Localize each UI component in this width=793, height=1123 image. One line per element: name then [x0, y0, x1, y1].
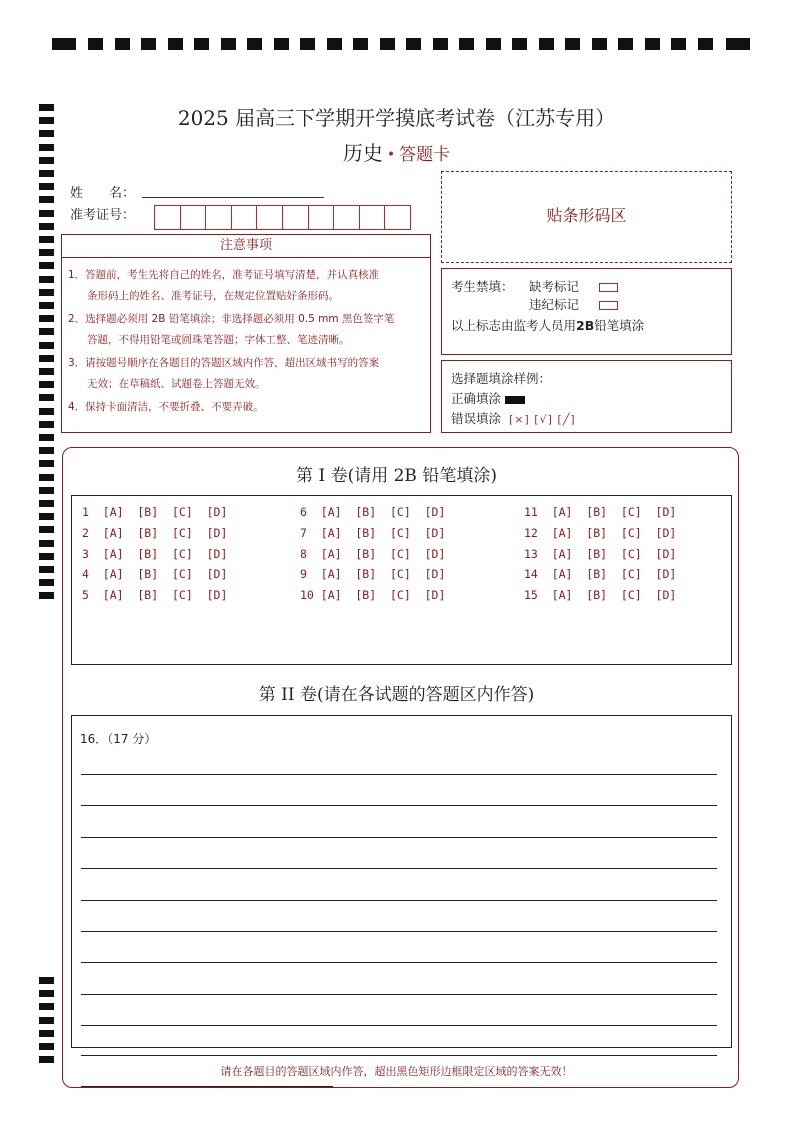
timing-block — [39, 526, 54, 533]
writing-line — [81, 1025, 717, 1026]
q16-answer-box[interactable] — [71, 715, 732, 1048]
name-field[interactable] — [142, 197, 324, 198]
id-digit-box[interactable] — [333, 205, 360, 230]
timing-block — [39, 196, 54, 203]
writing-line — [81, 900, 717, 901]
timing-block — [327, 38, 342, 50]
timing-marks-top — [52, 38, 750, 50]
timing-block — [39, 170, 54, 177]
sample-title: 选择题填涂样例： — [451, 371, 552, 386]
q16-label: 16．（17 分） — [80, 732, 157, 746]
absent-mark-row — [529, 277, 618, 295]
timing-block — [141, 38, 156, 50]
timing-block — [39, 223, 54, 230]
correct-fill-label: 正确填涂 — [451, 391, 502, 406]
timing-block — [39, 315, 54, 322]
timing-block — [39, 368, 54, 375]
writing-line — [81, 837, 717, 838]
wrong-fill-marks: [×] [√] [╱] — [509, 413, 576, 426]
choice-question-row[interactable]: 2 [A] [B] [C] [D] — [82, 525, 228, 540]
timing-block — [39, 434, 54, 441]
violation-mark-row — [529, 295, 618, 313]
timing-block — [459, 38, 474, 50]
violation-label: 违纪标记 — [529, 297, 580, 312]
timing-block — [380, 38, 395, 50]
timing-block — [39, 977, 54, 984]
id-digit-box[interactable] — [231, 205, 258, 230]
choice-question-row[interactable]: 13 [A] [B] [C] [D] — [524, 546, 677, 561]
timing-block — [39, 487, 54, 494]
timing-block — [39, 394, 54, 401]
timing-block — [39, 566, 54, 573]
id-label: 准考证号： — [70, 208, 136, 223]
timing-block — [39, 381, 54, 388]
timing-block — [52, 38, 76, 50]
timing-block — [39, 249, 54, 256]
timing-block — [39, 276, 54, 283]
choice-question-row[interactable]: 9 [A] [B] [C] [D] — [300, 567, 446, 582]
id-number-boxes[interactable] — [155, 205, 411, 230]
exam-subtitle — [0, 137, 793, 166]
timing-block — [39, 1043, 54, 1050]
timing-block — [39, 553, 54, 560]
name-label: 姓 名： — [70, 186, 136, 201]
timing-block — [39, 592, 54, 599]
timing-block — [433, 38, 448, 50]
timing-block — [274, 38, 289, 50]
timing-block — [618, 38, 633, 50]
timing-block — [300, 38, 315, 50]
writing-line — [81, 868, 717, 869]
id-digit-box[interactable] — [282, 205, 309, 230]
writing-line — [81, 805, 717, 806]
notice-item: 2．选择题必须用 2B 铅笔填涂；非选择题必须用 0.5 mm 黑色签字笔 答题，不得用铅笔或圆珠笔答题；字体工整、笔迹清晰。 — [68, 313, 395, 346]
timing-block — [39, 1030, 54, 1037]
fill-sample-area — [441, 360, 732, 433]
timing-marks-left-bottom — [39, 977, 54, 1067]
timing-block — [406, 38, 421, 50]
id-digit-box[interactable] — [256, 205, 283, 230]
writing-line — [81, 774, 717, 775]
timing-block — [194, 38, 209, 50]
id-digit-box[interactable] — [359, 205, 386, 230]
timing-block — [39, 447, 54, 454]
subject-label: 历史 — [342, 141, 383, 165]
notice-item: 1．答题前，考生先将自己的姓名，准考证号填写清楚，并认真核准 条形码上的姓名、准考证号，在规定位置贴好条形码。 — [68, 269, 380, 302]
choice-question-row[interactable]: 6 [A] [B] [C] [D] — [300, 505, 446, 519]
timing-block — [39, 421, 54, 428]
timing-block — [565, 38, 580, 50]
timing-block — [39, 500, 54, 507]
footer-warning: 请在各题目的答题区域内作答，超出黑色矩形边框限定区域的答案无效！ — [220, 1065, 573, 1078]
id-digit-box[interactable] — [205, 205, 232, 230]
timing-block — [39, 302, 54, 309]
choice-question-row[interactable]: 4 [A] [B] [C] [D] — [82, 567, 228, 582]
timing-block — [115, 38, 130, 50]
timing-marks-left-top — [39, 104, 54, 599]
barcode-area: 贴条形码区 — [441, 171, 732, 263]
wrong-fill-label: 错误填涂 — [451, 411, 502, 426]
id-digit-box[interactable] — [308, 205, 335, 230]
id-digit-box[interactable] — [384, 205, 411, 230]
absent-label: 缺考标记 — [529, 279, 580, 294]
absent-mark-box[interactable] — [599, 283, 618, 292]
correct-fill-row — [451, 389, 525, 407]
choice-question-row[interactable]: 3 [A] [B] [C] [D] — [82, 546, 228, 561]
timing-block — [698, 38, 713, 50]
choice-question-row[interactable]: 11 [A] [B] [C] [D] — [524, 505, 677, 519]
timing-block — [539, 38, 554, 50]
timing-block — [39, 513, 54, 520]
choice-question-row[interactable]: 1 [A] [B] [C] [D] — [82, 505, 228, 519]
timing-block — [645, 38, 660, 50]
choice-question-row[interactable]: 12 [A] [B] [C] [D] — [524, 525, 677, 540]
timing-block — [247, 38, 262, 50]
timing-block — [353, 38, 368, 50]
card-label: 答题卡 — [399, 145, 451, 165]
filled-example-icon — [505, 396, 525, 404]
timing-block — [39, 1003, 54, 1010]
timing-block — [39, 990, 54, 997]
timing-block — [39, 236, 54, 243]
writing-line — [81, 962, 717, 963]
choice-question-row[interactable]: 7 [A] [B] [C] [D] — [300, 525, 446, 540]
timing-block — [168, 38, 183, 50]
choice-question-row[interactable]: 8 [A] [B] [C] [D] — [300, 546, 446, 561]
timing-block — [671, 38, 686, 50]
timing-block — [39, 262, 54, 269]
timing-block — [39, 355, 54, 362]
footer-rule — [81, 1055, 717, 1056]
wrong-fill-row — [451, 409, 576, 427]
footer-rule-bottom — [81, 1086, 333, 1087]
proctor-only-area — [441, 268, 732, 355]
choice-question-row[interactable]: 10 [A] [B] [C] [D] — [300, 588, 446, 603]
notice-heading: 注意事项 — [61, 234, 431, 258]
violation-mark-box[interactable] — [599, 301, 618, 310]
exam-title: 2025 届高三下学期开学摸底考试卷（江苏专用） — [177, 106, 616, 130]
section2-title: 第 II 卷(请在各试题的答题区内作答) — [258, 685, 535, 705]
timing-block — [39, 408, 54, 415]
choice-question-row[interactable]: 14 [A] [B] [C] [D] — [524, 567, 677, 582]
id-digit-box[interactable] — [180, 205, 207, 230]
timing-block — [39, 540, 54, 547]
timing-block — [88, 38, 103, 50]
notice-item: 4．保持卡面清洁，不要折叠、不要弄破。 — [68, 401, 264, 413]
timing-block — [221, 38, 236, 50]
choice-question-row[interactable]: 5 [A] [B] [C] [D] — [82, 588, 228, 603]
timing-block — [486, 38, 501, 50]
id-digit-box[interactable] — [154, 205, 181, 230]
writing-line — [81, 994, 717, 995]
timing-block — [39, 342, 54, 349]
proctor-label: 考生禁填： — [451, 279, 514, 294]
timing-block — [39, 1017, 54, 1024]
timing-block — [512, 38, 527, 50]
timing-block — [726, 38, 750, 50]
timing-block — [39, 289, 54, 296]
timing-block — [592, 38, 607, 50]
notice-item: 3．请按题号顺序在各题目的答题区域内作答，超出区域书写的答案 无效；在草稿纸、试题卷上答题无效。 — [68, 357, 380, 390]
section1-title: 第 I 卷(请用 2B 铅笔填涂) — [296, 466, 497, 486]
timing-block — [39, 210, 54, 217]
notice-body — [61, 257, 431, 433]
timing-block — [39, 579, 54, 586]
choice-question-row[interactable]: 15 [A] [B] [C] [D] — [524, 588, 677, 603]
timing-block — [39, 328, 54, 335]
separator-dot: • — [386, 146, 396, 163]
proctor-note: 以上标志由监考人员用2B铅笔填涂 — [451, 318, 645, 333]
writing-line — [81, 931, 717, 932]
timing-block — [39, 183, 54, 190]
